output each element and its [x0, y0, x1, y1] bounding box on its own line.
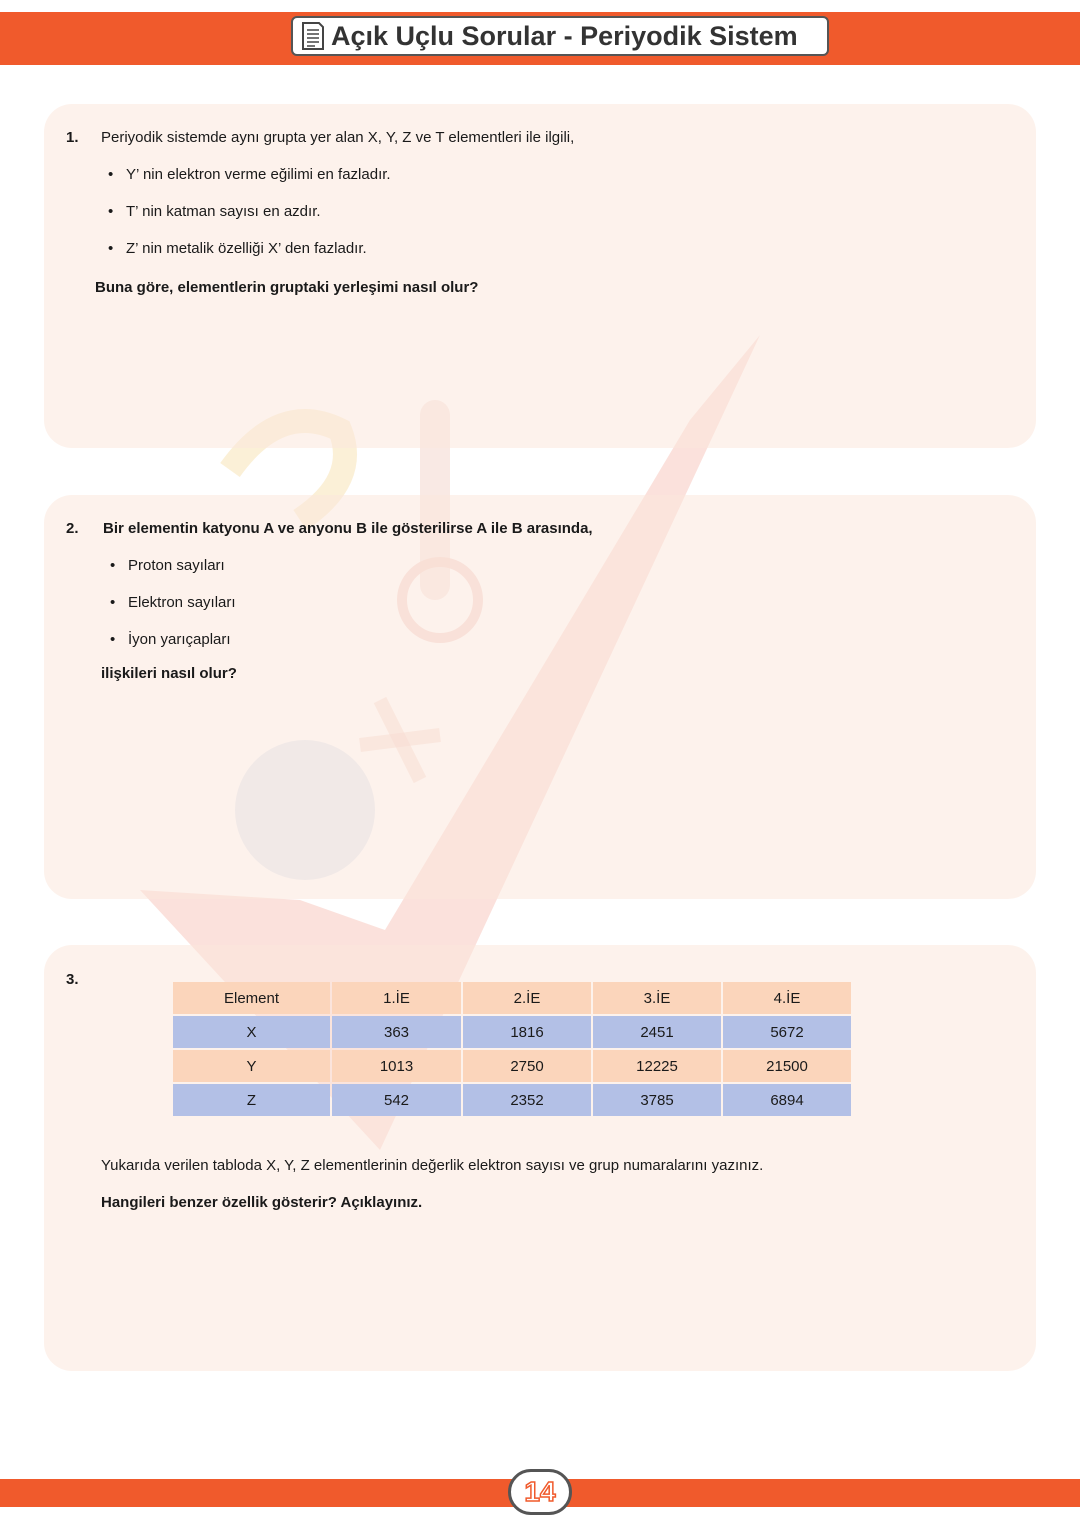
table-header-cell: Element — [173, 982, 330, 1014]
table-cell: 1013 — [332, 1050, 461, 1082]
table-header-row — [173, 982, 851, 1014]
table-cell: 5672 — [723, 1016, 851, 1048]
question-3-prompt: Hangileri benzer özellik gösterir? Açıklayınız. — [101, 1194, 423, 1211]
question-2-bullet: • İyon yarıçapları — [110, 631, 231, 648]
table-cell: 3785 — [593, 1084, 721, 1116]
table-header-cell: 2.İE — [463, 982, 591, 1014]
question-2-prompt: ilişkileri nasıl olur? — [101, 665, 237, 682]
question-2-bullet: • Proton sayıları — [110, 557, 225, 574]
question-2-number: 2. — [66, 520, 79, 537]
table-cell: 21500 — [723, 1050, 851, 1082]
table-row — [173, 1050, 851, 1082]
table-cell: 12225 — [593, 1050, 721, 1082]
table-header-cell: 1.İE — [332, 982, 461, 1014]
table-cell: 363 — [332, 1016, 461, 1048]
table-header-cell: 3.İE — [593, 982, 721, 1014]
table-cell: 1816 — [463, 1016, 591, 1048]
table-cell: Z — [173, 1084, 330, 1116]
table-cell: Y — [173, 1050, 330, 1082]
question-2-stem: Bir elementin katyonu A ve anyonu B ile gösterilirse A ile B arasında, — [103, 520, 593, 537]
question-2-bullet: • Elektron sayıları — [110, 594, 236, 611]
question-3-number: 3. — [66, 971, 79, 988]
table-cell: 2451 — [593, 1016, 721, 1048]
table-cell: 2750 — [463, 1050, 591, 1082]
ionization-energy-table — [171, 980, 853, 1118]
table-cell: 2352 — [463, 1084, 591, 1116]
table-cell: X — [173, 1016, 330, 1048]
question-2-card — [44, 495, 1036, 899]
question-1-bullet: • Y’ nin elektron verme eğilimi en fazladır. — [108, 166, 391, 183]
question-1-bullet: • Z’ nin metalik özelliği X’ den fazladır. — [108, 240, 367, 257]
question-3-text: Yukarıda verilen tabloda X, Y, Z elementlerinin değerlik elektron sayısı ve grup numaralarını yazınız. — [101, 1157, 764, 1174]
question-1-number: 1. — [66, 129, 79, 146]
question-1-bullet: • T’ nin katman sayısı en azdır. — [108, 203, 321, 220]
table-header-cell: 4.İE — [723, 982, 851, 1014]
page-title: Açık Uçlu Sorular - Periyodik Sistem — [331, 20, 798, 51]
table-cell: 542 — [332, 1084, 461, 1116]
question-1-prompt: Buna göre, elementlerin gruptaki yerleşimi nasıl olur? — [95, 279, 479, 296]
table-cell: 6894 — [723, 1084, 851, 1116]
page-number: 14 — [508, 1469, 572, 1515]
table-row — [173, 1016, 851, 1048]
question-1-card — [44, 104, 1036, 448]
table-row — [173, 1084, 851, 1116]
question-1-stem: Periyodik sistemde aynı grupta yer alan X, Y, Z ve T elementleri ile ilgili, — [101, 129, 575, 146]
